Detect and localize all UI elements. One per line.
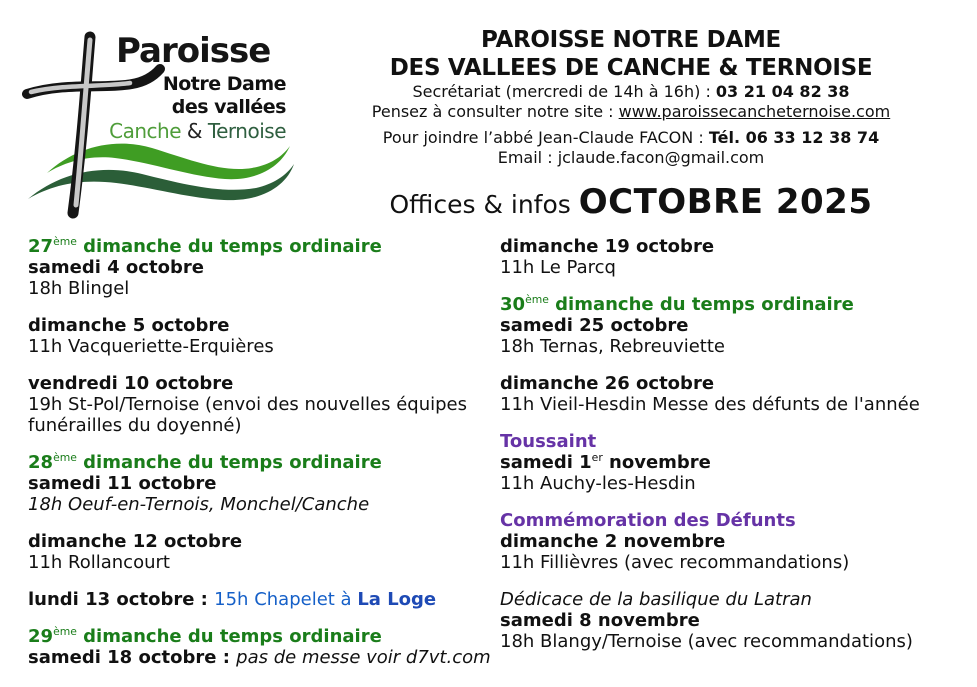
time-place-line [500, 336, 972, 357]
text-span: dimanche 19 octobre [500, 236, 715, 257]
text-span: dimanche du temps ordinaire [548, 294, 854, 315]
text-span: lundi 13 octobre : [28, 589, 215, 610]
text-span: samedi 4 octobre [28, 257, 204, 278]
website-link[interactable]: www.paroissecancheternoise.com [618, 102, 891, 121]
time-place-line [500, 473, 972, 494]
schedule-entry [28, 315, 492, 357]
text-span: er [591, 451, 603, 464]
feast-title [500, 589, 972, 610]
time-place-line [500, 631, 972, 652]
abbe-phone: Tél. 06 33 12 38 74 [708, 128, 880, 147]
schedule-entry [500, 373, 972, 415]
logo-region-ternoise: Ternoise [207, 119, 286, 143]
text-span: 29 [28, 626, 54, 647]
text-span: ème [53, 625, 77, 638]
schedule-entry [500, 294, 972, 357]
date-line [500, 315, 972, 336]
feast-title [500, 431, 972, 452]
season-title [28, 236, 492, 257]
date-line [500, 531, 972, 552]
text-span: ème [525, 293, 549, 306]
season-title [28, 626, 492, 647]
feast-title [500, 510, 972, 531]
text-span: dimanche du temps ordinaire [76, 626, 382, 647]
schedule-column-left [28, 236, 492, 684]
time-place-line [28, 336, 492, 357]
schedule-column-right [500, 236, 972, 668]
date-line [28, 647, 492, 668]
text-span: 11h Vacqueriette-Erquières [28, 336, 274, 357]
text-span: ème [53, 451, 77, 464]
website-label: Pensez à consulter notre site : [371, 102, 619, 121]
text-span: pas de messe voir d7vt.com [236, 647, 491, 668]
text-span: vendredi 10 octobre [28, 373, 234, 394]
logo-region-ampersand: & [181, 119, 208, 143]
secretariat-line [350, 82, 912, 102]
text-span: samedi 18 octobre : [28, 647, 237, 668]
text-span: samedi 1 [500, 452, 592, 473]
text-span: samedi 25 octobre [500, 315, 689, 336]
page-title [350, 182, 912, 222]
date-line [500, 452, 972, 473]
time-place-line [28, 394, 492, 436]
schedule-entry [28, 626, 492, 668]
date-line [500, 610, 972, 631]
schedule-entry [28, 589, 492, 610]
time-place-line [28, 494, 492, 515]
text-span: 27 [28, 236, 54, 257]
date-line [28, 257, 492, 278]
secretariat-phone: 03 21 04 82 38 [715, 82, 850, 101]
season-title [500, 294, 972, 315]
text-span: dimanche 12 octobre [28, 531, 243, 552]
logo-subtitle-1: Notre Dame [162, 73, 286, 95]
header-title-line-2: DES VALLEES DE CANCHE & TERNOISE [389, 55, 873, 81]
date-line [28, 473, 492, 494]
time-place-line [500, 394, 972, 415]
schedule-entry [28, 236, 492, 299]
schedule-entry [500, 589, 972, 652]
time-place-line [28, 278, 492, 299]
date-line [28, 373, 492, 394]
text-span: samedi 8 novembre [500, 610, 700, 631]
email-address: jclaude.facon@gmail.com [557, 148, 765, 167]
text-span: 30 [500, 294, 526, 315]
text-span: dimanche 2 novembre [500, 531, 726, 552]
text-span: dimanche 26 octobre [500, 373, 715, 394]
header-title-line-1: PAROISSE NOTRE DAME [481, 27, 781, 53]
text-span: 18h Oeuf-en-Ternois, Monchel/Canche [28, 494, 370, 515]
text-span: 18h Ternas, Rebreuviette [500, 336, 725, 357]
schedule-entry [28, 531, 492, 573]
abbe-label: Pour joindre l’abbé Jean-Claude FACON : [382, 128, 709, 147]
logo-subtitle-2: des vallées [171, 96, 286, 118]
header [350, 26, 912, 168]
text-span: 15h Chapelet à [214, 589, 358, 610]
text-span: 18h Blingel [28, 278, 130, 299]
text-span: novembre [602, 452, 711, 473]
time-place-line [28, 552, 492, 573]
text-span: dimanche 5 octobre [28, 315, 230, 336]
schedule-entry [28, 452, 492, 515]
text-span: dimanche du temps ordinaire [76, 452, 382, 473]
schedule-entry [28, 373, 492, 436]
logo-region-line [109, 119, 286, 143]
logo-title: Paroisse [116, 31, 271, 71]
text-span: 11h Vieil-Hesdin Messe des défunts de l'année [500, 394, 920, 415]
schedule-entry [500, 236, 972, 278]
logo-region-canche: Canche [109, 119, 181, 143]
abbe-contact-line [350, 128, 912, 148]
time-place-line [500, 552, 972, 573]
text-span: Commémoration des Défunts [500, 510, 796, 531]
date-line [500, 373, 972, 394]
page-title-prefix: Offices & infos [389, 190, 579, 219]
email-line [350, 148, 912, 168]
text-span: 19h St-Pol/Ternoise (envoi des nouvelles équipes funérailles du doyenné) [28, 394, 468, 436]
text-span: La Loge [357, 589, 437, 610]
parish-logo [20, 25, 316, 221]
page-title-month: OCTOBRE 2025 [578, 182, 873, 222]
text-span: 18h Blangy/Ternoise (avec recommandations) [500, 631, 913, 652]
email-label: Email : [497, 148, 558, 167]
text-span: 11h Rollancourt [28, 552, 170, 573]
season-title [28, 452, 492, 473]
website-line [350, 102, 912, 122]
date-line [28, 589, 492, 610]
secretariat-label: Secrétariat (mercredi de 14h à 16h) : [412, 82, 716, 101]
text-span: samedi 11 octobre [28, 473, 217, 494]
date-line [28, 315, 492, 336]
schedule-entry [500, 510, 972, 573]
text-span: ème [53, 235, 77, 248]
time-place-line [500, 257, 972, 278]
text-span: 28 [28, 452, 54, 473]
text-span: 11h Auchy-les-Hesdin [500, 473, 696, 494]
date-line [28, 531, 492, 552]
schedule-entry [500, 431, 972, 494]
text-span: 11h Fillièvres (avec recommandations) [500, 552, 850, 573]
text-span: 11h Le Parcq [500, 257, 616, 278]
date-line [500, 236, 972, 257]
text-span: Toussaint [500, 431, 597, 452]
text-span: Dédicace de la basilique du Latran [500, 589, 812, 610]
text-span: dimanche du temps ordinaire [76, 236, 382, 257]
